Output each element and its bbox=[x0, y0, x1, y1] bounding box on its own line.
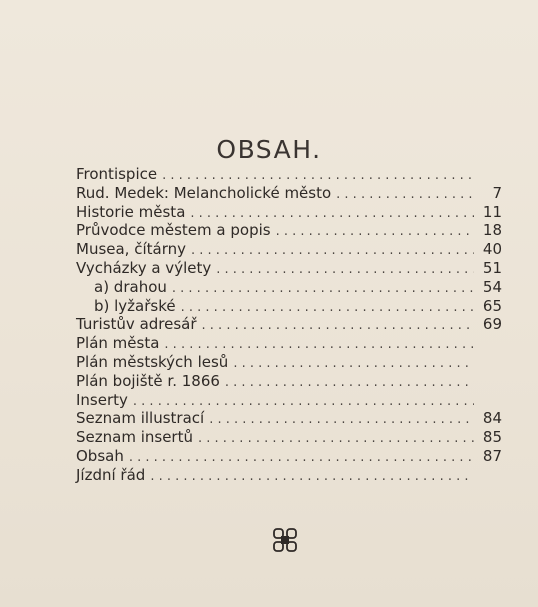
toc-entry-label: Musea, čítárny bbox=[76, 240, 186, 259]
dot-leader bbox=[276, 223, 474, 242]
toc-entry bbox=[76, 372, 502, 391]
dot-leader bbox=[181, 299, 474, 318]
toc-entry bbox=[76, 409, 502, 428]
toc-entry-label: b) lyžařské bbox=[94, 296, 176, 315]
toc-entry-label: Plán bojiště r. 1866 bbox=[76, 371, 220, 390]
toc-entry-page: 18 bbox=[482, 221, 502, 240]
toc-entry bbox=[76, 466, 502, 485]
toc-entry-label: Průvodce městem a popis bbox=[76, 221, 271, 240]
dot-leader bbox=[191, 242, 474, 261]
toc-entry bbox=[76, 447, 502, 466]
toc-entry bbox=[76, 221, 502, 240]
dot-leader bbox=[209, 411, 474, 430]
toc-entry bbox=[76, 203, 502, 222]
toc-subentry bbox=[76, 297, 502, 316]
toc-entry-page: 87 bbox=[482, 446, 502, 465]
toc-entry bbox=[76, 428, 502, 447]
toc-entry bbox=[76, 165, 502, 184]
toc-entry-page: 51 bbox=[482, 258, 502, 277]
toc-entry-label: Vycházky a výlety bbox=[76, 258, 212, 277]
dot-leader bbox=[202, 317, 474, 336]
dot-leader bbox=[198, 430, 474, 449]
dot-leader bbox=[225, 374, 474, 393]
toc-entry-label: Seznam insertů bbox=[76, 428, 193, 447]
dot-leader bbox=[150, 468, 474, 487]
toc-entry-label: Historie města bbox=[76, 202, 186, 221]
toc-entry bbox=[76, 259, 502, 278]
toc-entry-page: 85 bbox=[482, 428, 502, 447]
toc-subentry bbox=[76, 278, 502, 297]
toc-entry-label: Seznam illustrací bbox=[76, 409, 205, 428]
toc-entry-page: 54 bbox=[482, 277, 502, 296]
toc-entry-label: Plán městských lesů bbox=[76, 352, 229, 371]
dot-leader bbox=[336, 186, 474, 205]
toc-entry-label: Frontispice bbox=[76, 165, 158, 183]
page-title: OBSAH. bbox=[216, 134, 322, 164]
toc-entry-label: Inserty bbox=[76, 390, 128, 409]
dot-leader bbox=[129, 449, 474, 468]
dot-leader bbox=[233, 355, 474, 374]
toc-entry-label: Turistův adresář bbox=[76, 315, 197, 334]
toc-entry-label: Obsah bbox=[76, 446, 124, 465]
table-of-contents bbox=[76, 165, 502, 485]
toc-entry-page: 65 bbox=[482, 296, 502, 315]
toc-entry-label: Plán města bbox=[76, 334, 160, 353]
toc-entry-label: Jízdní řád bbox=[76, 465, 146, 484]
toc-entry-page: 11 bbox=[482, 202, 502, 221]
toc-entry-page: 40 bbox=[482, 240, 502, 259]
toc-entry bbox=[76, 353, 502, 372]
toc-entry-label: Rud. Medek: Melancholické město bbox=[76, 183, 332, 202]
fleuron-quatrefoil-icon bbox=[272, 527, 298, 553]
toc-entry bbox=[76, 334, 502, 353]
toc-entry bbox=[76, 391, 502, 410]
toc-entry bbox=[76, 315, 502, 334]
dot-leader bbox=[172, 280, 474, 299]
toc-entry-page: 69 bbox=[482, 315, 502, 334]
toc-entry-page: 7 bbox=[492, 183, 502, 202]
toc-entry bbox=[76, 240, 502, 259]
toc-entry-page: 84 bbox=[482, 409, 502, 428]
toc-entry-label: a) drahou bbox=[94, 277, 167, 296]
toc-entry bbox=[76, 184, 502, 203]
dot-leader bbox=[216, 261, 474, 280]
